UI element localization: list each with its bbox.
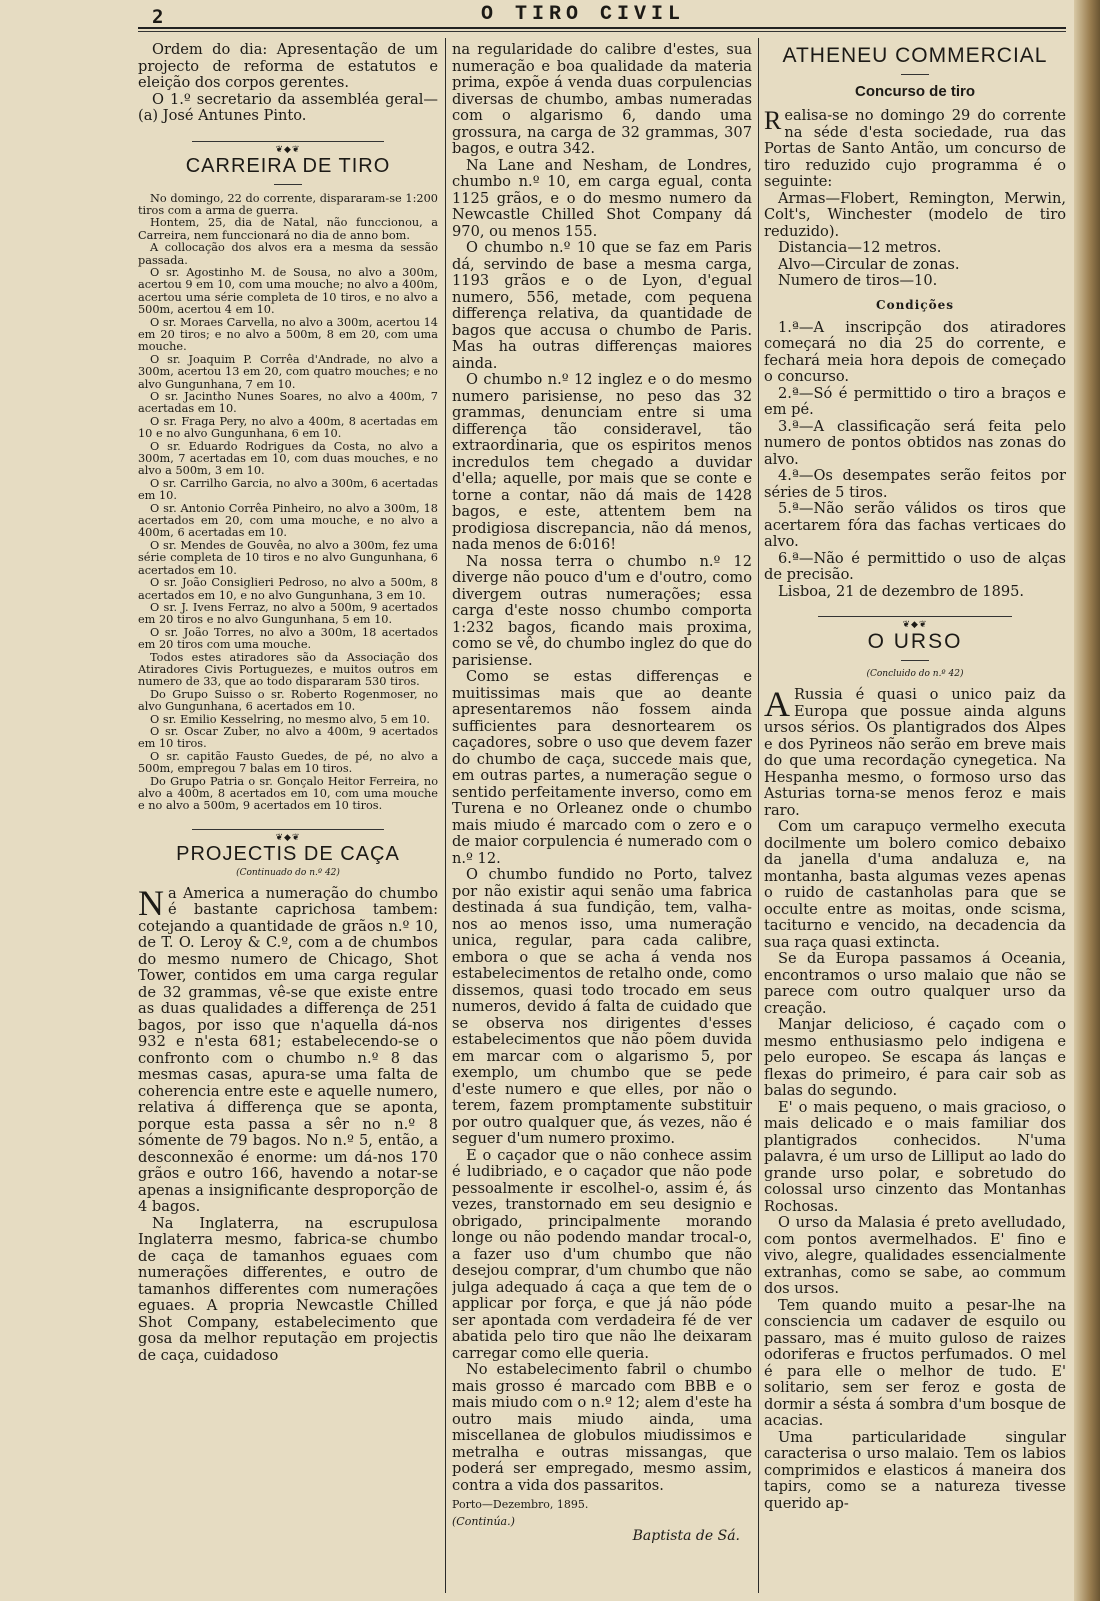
subtitle-concurso: Concurso de tiro: [854, 83, 975, 100]
paragraph: Se da Europa passamos á Oceania, encontramos o urso malaio que não se parece com outro qualquer urso da creação.: [764, 950, 1066, 1017]
ornament-divider: ❦◆❦: [138, 825, 438, 833]
concluded-note: (Concluido do n.º 42): [866, 669, 964, 679]
paragraph: O sr. Fraga Pery, no alvo a 400m, 8 acertadas em 10 e no alvo Gungunhana, 6 em 10.: [138, 414, 438, 441]
conditions-title: Condições: [876, 297, 954, 312]
short-rule: [901, 74, 929, 75]
paragraph: O sr. Antonio Corrêa Pinheiro, no alvo a 300m, 18 acertados em 20, com uma mouche, e no alvo a 400m, 6 acertadas em 10.: [138, 501, 438, 540]
paragraph: Na Lane and Nesham, de Londres, chumbo n.º 10, em carga egual, conta 1125 grãos, e o do mesmo numero da Newcastle Chilled Shot Company dá 970, ou menos 155.: [452, 156, 752, 240]
paragraph: O sr. João Consiglieri Pedroso, no alvo a 500m, 8 acertados em 10, e no alvo Gungunhana, 3 em 10.: [138, 576, 438, 602]
short-rule: [901, 660, 929, 661]
column-1: [138, 42, 438, 1587]
paragraph: E o caçador que o não conhece assim é ludibriado, e o caçador que não pode pessoalmente ir escolhel-o, assim é, ás vezes, transtornado em seu designio e obrigado, principalmente morando longe ou não podendo mandar trocal-o, a fazer uso d'um chumbo que não desejou comprar, d'um chumbo que não julga adequado á caça a que tem de o applicar por força, e que já não póde ser apontada com verdadeira fé de ver abatida pelo tiro que não lhe deixaram carregar como elle queria.: [452, 1146, 752, 1362]
short-rule: [274, 184, 302, 185]
section-title-urso: O URSO: [867, 630, 963, 653]
header-rule-thin: [138, 31, 1066, 32]
section-title-projectis: PROJECTIS DE CAÇA: [176, 842, 400, 865]
projectis-body: [138, 882, 438, 1365]
ornament-divider: ❦◆❦: [138, 137, 438, 145]
paragraph: O sr. Joaquim P. Corrêa d'Andrade, no alvo a 300m, acertou 13 em 20, com quatro mouches; e no alvo Gungunhana, 7 em 10.: [138, 352, 438, 391]
condition-item: 4.ª—Os desempates serão feitos por séries de 5 tiros.: [764, 467, 1066, 501]
paragraph: O chumbo n.º 10 que se faz em Paris dá, servindo de base a mesma carga, 1193 grãos e o de Lyon, d'egual numero, 556, metade, com pequena differença relativa, da quantidade de bagos que accusa o chumbo de Paris. Mas ha outras differenças maiores ainda.: [452, 239, 752, 372]
paragraph: O sr. Mendes de Gouvêa, no alvo a 300m, fez uma série completa de 10 tiros e no alvo Gungunhana, 6 acertados em 10.: [138, 538, 438, 577]
continued-note: (Continuado do n.º 42): [236, 867, 340, 878]
projectis-continuation: [452, 42, 752, 1494]
condition-item: 3.ª—A classificação será feita pelo numero de pontos obtidos nas zonas do alvo.: [764, 417, 1066, 468]
condition-item: 2.ª—Só é permittido o tiro a braços e em pé.: [764, 384, 1066, 418]
program-item: Alvo—Circular de zonas.: [778, 255, 960, 273]
column-divider: [445, 38, 446, 1593]
program-item: Numero de tiros—10.: [778, 272, 938, 289]
paragraph: Na Inglaterra, na escrupulosa Inglaterra mesmo, fabrica-se chumbo de caça de tamanhos eguaes com numerações differentes, e outro de tamanhos differentes com numerações eguaes. A propria Newcastle Chilled Shot Company, estabelecimento que gosa da melhor reputação em projectis de caça, cuidadoso: [138, 1214, 438, 1364]
page-number: 2: [152, 6, 164, 28]
paragraph: O sr. Oscar Zuber, no alvo a 400m, 9 acertados em 10 tiros.: [138, 724, 438, 751]
section-title-atheneu: ATHENEU COMMERCIAL: [782, 44, 1048, 67]
paragraph: Na nossa terra o chumbo n.º 12 diverge não pouco d'um e d'outro, como divergem outras numerações; essa carga d'este nosso chumbo comporta 1:232 bagos, ficando mais proxima, como se vê, do chumbo inglez do que do parisiense.: [452, 552, 752, 669]
drop-cap: N: [138, 882, 164, 923]
carreira-body: [138, 193, 438, 813]
program-item: Distancia—12 metros.: [778, 239, 942, 256]
paragraph: Com um carapuço vermelho executa docilmente um bolero comico debaixo da janella d'uma andaluza e, na montanha, basta algumas vezes apenas o ruido de castanholas para que se occulte entre as moitas, onde scisma, taciturno e vencido, na decadencia da sua raça quasi extincta.: [764, 818, 1066, 951]
paragraph: O chumbo fundido no Porto, talvez por não existir aqui senão uma fabrica destinada á sua fundição, tem, valha-nos ao menos isso, uma numeração unica, regular, para cada calibre, embora o que se acha á venda nos estabelecimentos de retalho onde, como dissemos, quasi todo trocado em seus numeros, devido á falta de cuidado que se observa nos dirigentes d'esses estabelecimentos que não põem duvida em marcar com o algarismo 5, por exemplo, um chumbo que se pede d'este numero e que elles, por não o terem, fazem promptamente substituir por outro qualquer que, ás vezes, não é seguer d'um numero proximo.: [452, 866, 752, 1147]
column-divider: [758, 38, 759, 1593]
paragraph: Do Grupo Patria o sr. Gonçalo Heitor Ferreira, no alvo a 400m, 8 acertados em 10, com uma mouche e no alvo a 500m, 9 acertados em 10 tiros.: [138, 774, 438, 813]
paragraph: O sr. Carrilho Garcia, no alvo a 300m, 6 acertadas em 10.: [138, 476, 438, 503]
column-2: [452, 42, 752, 1587]
paragraph: No domingo, 22 do corrente, dispararam-se 1:200 tiros com a arma de guerra.: [138, 191, 438, 217]
condition-item: 6.ª—Não é permittido o uso de alças de precisão.: [764, 549, 1066, 583]
agenda-text: Ordem do dia: Apresentação de um projecto de reforma de estatutos e eleição dos corpos gerentes.: [138, 42, 438, 91]
atheneu-body: [764, 108, 1066, 600]
secretary-text: O 1.º secretario da assembléa geral—(a) José Antunes Pinto.: [138, 90, 438, 124]
paragraph: Todos estes atiradores são da Associação dos Atiradores Civis Portuguezes, e muitos outros em numero de 33, que ao todo dispararam 530 tiros.: [138, 650, 438, 689]
place-date: Porto—Dezembro, 1895.: [452, 1498, 589, 1511]
header-rule: [138, 27, 1066, 29]
paragraph: na regularidade do calibre d'estes, sua numeração e boa qualidade da materia prima, expõe á venda duas corpulencias diversas de chumbo, ambas numeradas com o algarismo 6, dando uma grossura, na carga de 32 grammas, 307 bagos, e outra 342.: [452, 42, 752, 157]
paragraph: ealisa-se no domingo 29 do corrente na séde d'esta sociedade, rua das Portas de Santo Antão, um concurso de tiro reduzido cujo programma é o seguinte:: [764, 107, 1066, 190]
urso-body: [764, 684, 1066, 1512]
condition-item: 5.ª—Não serão válidos os tiros que acertarem fóra das fachas verticaes do alvo.: [764, 500, 1066, 550]
page-edge: [1074, 0, 1100, 1601]
paragraph: Manjar delicioso, é caçado com o mesmo enthusiasmo pelo indigena e pelo europeo. Se escapa ás lanças e flexas do primeiro, é para cair sob as balas do segundo.: [764, 1016, 1066, 1099]
paragraph: O urso da Malasia é preto avelludado, com pontos avermelhados. E' fino e vivo, alegre, qualidades essencialmente extranhas, como se sabe, ao commum dos ursos.: [764, 1214, 1066, 1297]
ornament-divider: ❦◆❦: [764, 612, 1066, 620]
date-line: Lisboa, 21 de dezembro de 1895.: [778, 582, 1025, 600]
page-header: [100, 3, 1066, 28]
paragraph: O sr. Emilio Kesselring, no mesmo alvo, 5 em 10.: [150, 712, 431, 726]
intro-block: [138, 42, 438, 125]
paragraph: O sr. Jacintho Nunes Soares, no alvo a 400m, 7 acertadas em 10.: [138, 390, 438, 416]
paragraph: O sr. Agostinho M. de Sousa, no alvo a 300m, acertou 9 em 10, com uma mouche; no alvo a 400m, acertou uma série completa de 10 tiros, e no alvo a 500m, acertou 4 em 10.: [138, 265, 438, 317]
paragraph: Uma particularidade singular caracterisa o urso malaio. Tem os labios comprimidos e elasticos á maneira dos tapirs, como se a natureza tivesse querido ap-: [764, 1428, 1066, 1512]
newspaper-title: O TIRO CIVIL: [480, 3, 686, 26]
section-title-carreira: CARREIRA DE TIRO: [185, 154, 391, 177]
paragraph: O sr. Eduardo Rodrigues da Costa, no alvo a 300m, 7 acertadas em 10, com duas mouches, e no alvo a 500m, 3 em 10.: [138, 439, 438, 478]
paragraph: Tem quando muito a pesar-lhe na consciencia um cadaver de esquilo ou passaro, mas é muito guloso de raizes odoriferas e fructos perfumados. O mel é para elle o melhor de tudo. E' solitario, sem ser feroz e gosta de dormir a sésta á sombra d'um bosque de acacias.: [764, 1296, 1066, 1429]
program-item: Armas—Flobert, Remington, Merwin, Colt's, Winchester (modelo de tiro reduzido).: [764, 189, 1066, 240]
author-signature: Baptista de Sá.: [632, 1528, 740, 1544]
paragraph: Hontem, 25, dia de Natal, não funccionou, a Carreira, nem funccionará no dia de anno bom.: [138, 216, 438, 242]
paragraph: Do Grupo Suisso o sr. Roberto Rogenmoser, no alvo Gungunhana, 6 acertados em 10.: [138, 687, 438, 714]
paragraph: Como se estas differenças e muitissimas mais que ao deante apresentaremos não fossem ainda sufficientes para desnortearem os caçadores, sobre o uso que devem fazer do chumbo de caça, succede mais que, em outras partes, a numeração segue o sentido perfeitamente inverso, como em Turena e no Orleanez onde o chumbo mais miudo é marcado com o zero e o de maior corpulencia é numerado com o n.º 12.: [452, 668, 752, 867]
paragraph: Russia é quasi o unico paiz da Europa que possue ainda alguns ursos sérios. Os plantigrados dos Alpes e dos Pyrineos não serão em breve mais do que uma recordação cynegetica. Na Hespanha mesmo, o formoso urso das Asturias torna-se menos feroz e mais raro.: [764, 686, 1066, 819]
drop-cap: R: [764, 106, 782, 135]
paragraph: O sr. João Torres, no alvo a 300m, 18 acertados em 20 tiros com uma mouche.: [138, 625, 438, 652]
paragraph: E' o mais pequeno, o mais gracioso, o mais delicado e o mais familiar dos plantigrados conhecidos. N'uma palavra, é um urso de Lilliput ao lado do grande urso polar, e sobretudo do colossal urso cinzento das Montanhas Rochosas.: [764, 1098, 1066, 1215]
paragraph: O sr. J. Ivens Ferraz, no alvo a 500m, 9 acertados em 20 tiros e no alvo Gungunhana, 5 em 10.: [138, 600, 438, 627]
paragraph: A collocação dos alvos era a mesma da sessão passada.: [138, 241, 438, 267]
condition-item: 1.ª—A inscripção dos atiradores começará no dia 25 do corrente, e fechará meia hora depois de começado o concurso.: [764, 318, 1066, 385]
continua-note: (Continúa.): [452, 1515, 515, 1528]
paragraph: O chumbo n.º 12 inglez e o do mesmo numero parisiense, no peso das 32 grammas, denunciam entre si uma differença tão consideravel, tão extraordinaria, que os espiritos menos incredulos tem chegado a duvidar d'ella; aquelle, por mais que se conte e torne a contar, não dá mais de 1428 bagos, e este, attentem bem na prodigiosa discrepancia, não dá menos, nada menos de 6:016!: [452, 371, 752, 553]
paragraph: a America a numeração do chumbo é bastante caprichosa tambem: cotejando a quantidade de grãos n.º 10, de T. O. Leroy & C.º, com a de chumbos do mesmo numero de Chicago, Shot Tower, contidos em uma carga regular de 32 grammas, vê-se que existe entre as duas qualidades a differença de 251 bagos, por isso que n'aquella dá-nos 932 e n'esta 681; estabelecendo-se o confronto com o chumbo n.º 8 das mesmas casas, apura-se uma falta de coherencia entre este e aquelle numero, relativa á differença que se aponta, porque esta passa a sêr no n.º 8 sómente de 79 bagos. No n.º 5, então, a desconnexão é enorme: um dá-nos 170 grãos e outro 166, havendo a notar-se apenas a insignificante desproporção de 4 bagos.: [138, 884, 438, 1216]
paragraph: O sr. capitão Fausto Guedes, de pé, no alvo a 500m, empregou 7 balas em 10 tiros.: [138, 749, 438, 776]
drop-cap: A: [764, 684, 790, 724]
paragraph: No estabelecimento fabril o chumbo mais grosso é marcado com BBB e o mais miudo com o n.º 12; alem d'este ha outro mais miudo ainda, uma miscellanea de globulos miudissimos e metralha e outras missangas, que poderá ser empregado, mesmo assim, contra a vida dos passaritos.: [452, 1361, 752, 1494]
column-3: [764, 42, 1066, 1587]
paragraph: O sr. Moraes Carvella, no alvo a 300m, acertou 14 em 20 tiros; e no alvo a 500m, 8 em 20, com uma mouche.: [138, 315, 438, 354]
